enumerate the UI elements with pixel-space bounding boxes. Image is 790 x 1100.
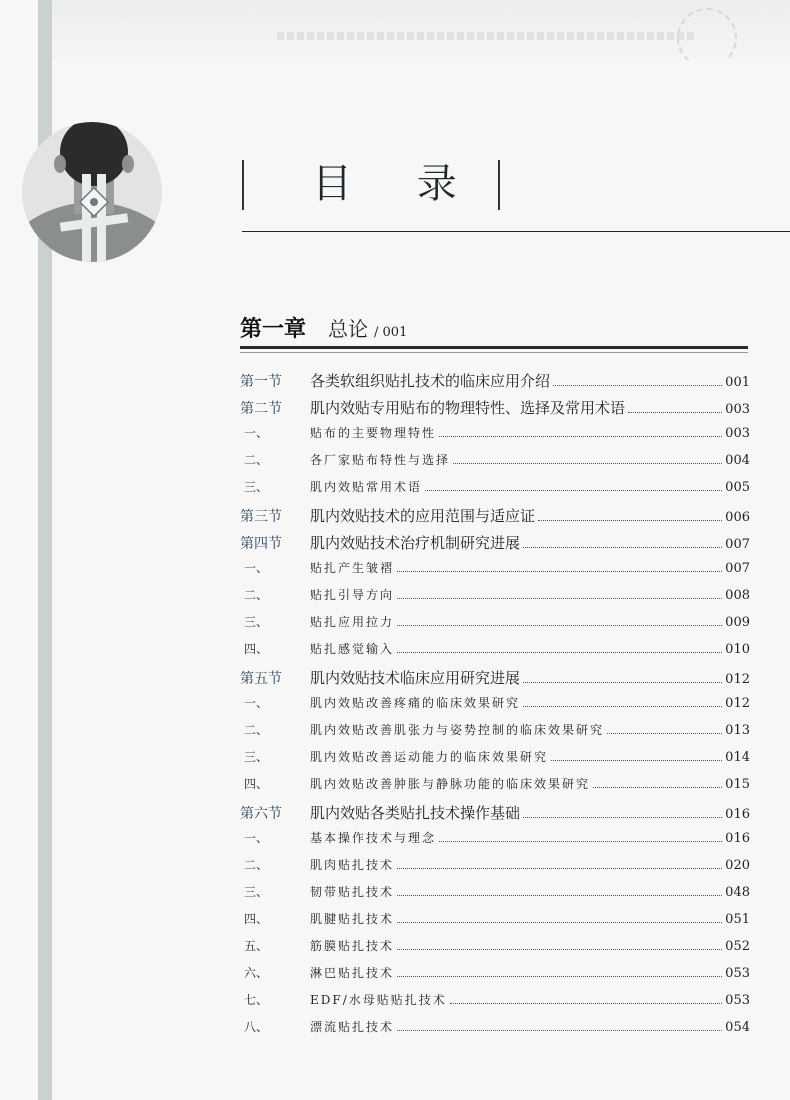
entry-number: 三、: [244, 750, 269, 764]
dot-leader: [628, 412, 722, 413]
entry-title: 各厂家贴布特性与选择: [310, 453, 451, 467]
entry-page-number: 003: [725, 402, 750, 417]
dot-leader: [538, 520, 722, 521]
toc-subsection-entry[interactable]: [240, 829, 750, 856]
entry-title: 肌内效贴技术治疗机制研究进展: [310, 534, 521, 552]
toc-subsection-entry[interactable]: [240, 910, 750, 937]
entry-number: 第六节: [240, 806, 282, 822]
dot-leader: [397, 652, 722, 653]
entry-number: 三、: [244, 480, 269, 494]
entry-number: 七、: [244, 993, 269, 1007]
entry-page-number: 008: [725, 588, 750, 603]
dot-leader: [397, 1030, 722, 1031]
entry-number: 四、: [244, 912, 269, 926]
dot-leader: [439, 436, 722, 437]
toc-section-entry[interactable]: [240, 802, 750, 829]
dot-leader: [397, 625, 722, 626]
entry-page-number: 009: [725, 615, 750, 630]
dot-leader: [523, 682, 722, 683]
decorative-ring: [677, 8, 737, 60]
entry-number: 五、: [244, 939, 269, 953]
dot-leader: [397, 571, 722, 572]
entry-title: 肌内效贴常用术语: [310, 480, 423, 494]
entry-number: 一、: [244, 426, 269, 440]
entry-page-number: 006: [725, 510, 750, 525]
entry-page-number: 013: [725, 723, 750, 738]
entry-page-number: 005: [725, 480, 750, 495]
entry-number: 第一节: [240, 374, 282, 390]
toc-section-entry[interactable]: [240, 667, 750, 694]
toc-section-entry[interactable]: [240, 505, 750, 532]
dot-leader: [397, 868, 722, 869]
entry-title: 韧带贴扎技术: [310, 885, 395, 899]
dot-leader: [607, 733, 722, 734]
neck-taping-photo: [22, 122, 162, 262]
toc-subsection-entry[interactable]: [240, 721, 750, 748]
entry-title: 贴布的主要物理特性: [310, 426, 437, 440]
entry-number: 三、: [244, 885, 269, 899]
toc-subsection-entry[interactable]: [240, 856, 750, 883]
toc-subsection-entry[interactable]: [240, 451, 750, 478]
entry-title: 肌肉贴扎技术: [310, 858, 395, 872]
entry-page-number: 015: [725, 777, 750, 792]
dot-leader: [553, 385, 722, 386]
toc-subsection-entry[interactable]: [240, 775, 750, 802]
entry-page-number: 054: [725, 1020, 750, 1035]
entry-page-number: 020: [725, 858, 750, 873]
dot-leader: [397, 922, 722, 923]
dot-leader: [397, 949, 722, 950]
entry-title: 肌内效贴改善肌张力与姿势控制的临床效果研究: [310, 723, 605, 737]
entry-page-number: 016: [725, 807, 750, 822]
entry-number: 三、: [244, 615, 269, 629]
toc-list: [240, 370, 750, 1045]
entry-title: 筋膜贴扎技术: [310, 939, 395, 953]
entry-page-number: 048: [725, 885, 750, 900]
entry-title: 淋巴贴扎技术: [310, 966, 395, 980]
entry-number: 四、: [244, 777, 269, 791]
entry-title: 漂流贴扎技术: [310, 1020, 395, 1034]
dot-leader: [523, 547, 722, 548]
toc-section-entry[interactable]: [240, 370, 750, 397]
entry-number: 六、: [244, 966, 269, 980]
chapter-name: 总论: [328, 317, 369, 341]
chapter-rule: [240, 346, 748, 349]
dot-leader: [439, 841, 722, 842]
entry-number: 二、: [244, 858, 269, 872]
toc-title-block: [242, 152, 790, 232]
dot-leader: [523, 706, 722, 707]
dot-leader: [523, 817, 722, 818]
dot-leader: [397, 976, 722, 977]
toc-section-entry[interactable]: [240, 397, 750, 424]
toc-section-entry[interactable]: [240, 532, 750, 559]
entry-page-number: 052: [725, 939, 750, 954]
page-title: 目 录: [312, 161, 483, 207]
entry-title: 肌内效贴专用贴布的物理特性、选择及常用术语: [310, 399, 626, 417]
entry-title: 贴扎感觉输入: [310, 642, 395, 656]
entry-number: 八、: [244, 1020, 269, 1034]
entry-page-number: 014: [725, 750, 750, 765]
header-band: [52, 0, 790, 60]
toc-subsection-entry[interactable]: [240, 586, 750, 613]
entry-number: 第五节: [240, 671, 282, 687]
entry-title: 贴扎产生皱褶: [310, 561, 395, 575]
entry-title: 肌内效贴改善运动能力的临床效果研究: [310, 750, 549, 764]
title-left-bar: [242, 160, 244, 210]
toc-subsection-entry[interactable]: [240, 1018, 750, 1045]
toc-subsection-entry[interactable]: [240, 883, 750, 910]
entry-page-number: 007: [725, 537, 750, 552]
entry-number: 二、: [244, 588, 269, 602]
entry-number: 第四节: [240, 536, 282, 552]
entry-page-number: 012: [725, 696, 750, 711]
entry-number: 二、: [244, 723, 269, 737]
entry-title: EDF/水母贴贴扎技术: [310, 993, 447, 1007]
toc-subsection-entry[interactable]: [240, 991, 750, 1018]
entry-number: 一、: [244, 561, 269, 575]
dot-leader: [593, 787, 722, 788]
entry-page-number: 053: [725, 966, 750, 981]
title-right-bar: [498, 160, 500, 210]
entry-page-number: 053: [725, 993, 750, 1008]
entry-title: 肌内效贴技术的应用范围与适应证: [310, 507, 536, 525]
dot-leader: [397, 895, 722, 896]
entry-title: 肌内效贴改善肿胀与静脉功能的临床效果研究: [310, 777, 591, 791]
entry-page-number: 016: [725, 831, 750, 846]
title-underline: [242, 231, 790, 232]
entry-page-number: 012: [725, 672, 750, 687]
entry-number: 第三节: [240, 509, 282, 525]
entry-page-number: 004: [725, 453, 750, 468]
dot-leader: [425, 490, 722, 491]
entry-number: 一、: [244, 831, 269, 845]
chapter-number: 第一章: [240, 317, 307, 342]
entry-page-number: 003: [725, 426, 750, 441]
entry-title: 肌内效贴技术临床应用研究进展: [310, 669, 521, 687]
entry-title: 肌内效贴改善疼痛的临床效果研究: [310, 696, 521, 710]
chapter-rule-thin: [240, 352, 748, 353]
toc-subsection-entry[interactable]: [240, 478, 750, 505]
chapter-heading: [240, 312, 760, 343]
toc-subsection-entry[interactable]: [240, 964, 750, 991]
toc-subsection-entry[interactable]: [240, 694, 750, 721]
entry-page-number: 010: [725, 642, 750, 657]
entry-title: 贴扎应用拉力: [310, 615, 395, 629]
entry-title: 肌内效贴各类贴扎技术操作基础: [310, 804, 521, 822]
entry-title: 贴扎引导方向: [310, 588, 395, 602]
chapter-page: / 001: [374, 325, 408, 340]
entry-number: 二、: [244, 453, 269, 467]
dot-leader: [453, 463, 722, 464]
toc-subsection-entry[interactable]: [240, 937, 750, 964]
toc-subsection-entry[interactable]: [240, 613, 750, 640]
dot-leader: [551, 760, 722, 761]
dot-leader: [397, 598, 722, 599]
entry-title: 肌腱贴扎技术: [310, 912, 395, 926]
entry-title: 基本操作技术与理念: [310, 831, 437, 845]
toc-subsection-entry[interactable]: [240, 424, 750, 451]
entry-page-number: 051: [725, 912, 750, 927]
entry-number: 第二节: [240, 401, 282, 417]
toc-subsection-entry[interactable]: [240, 640, 750, 667]
entry-number: 四、: [244, 642, 269, 656]
entry-page-number: 001: [725, 375, 750, 390]
toc-subsection-entry[interactable]: [240, 559, 750, 586]
dot-leader: [450, 1003, 722, 1004]
entry-title: 各类软组织贴扎技术的临床应用介绍: [310, 372, 551, 390]
toc-subsection-entry[interactable]: [240, 748, 750, 775]
entry-page-number: 007: [725, 561, 750, 576]
faint-header-text: [277, 32, 697, 40]
entry-number: 一、: [244, 696, 269, 710]
